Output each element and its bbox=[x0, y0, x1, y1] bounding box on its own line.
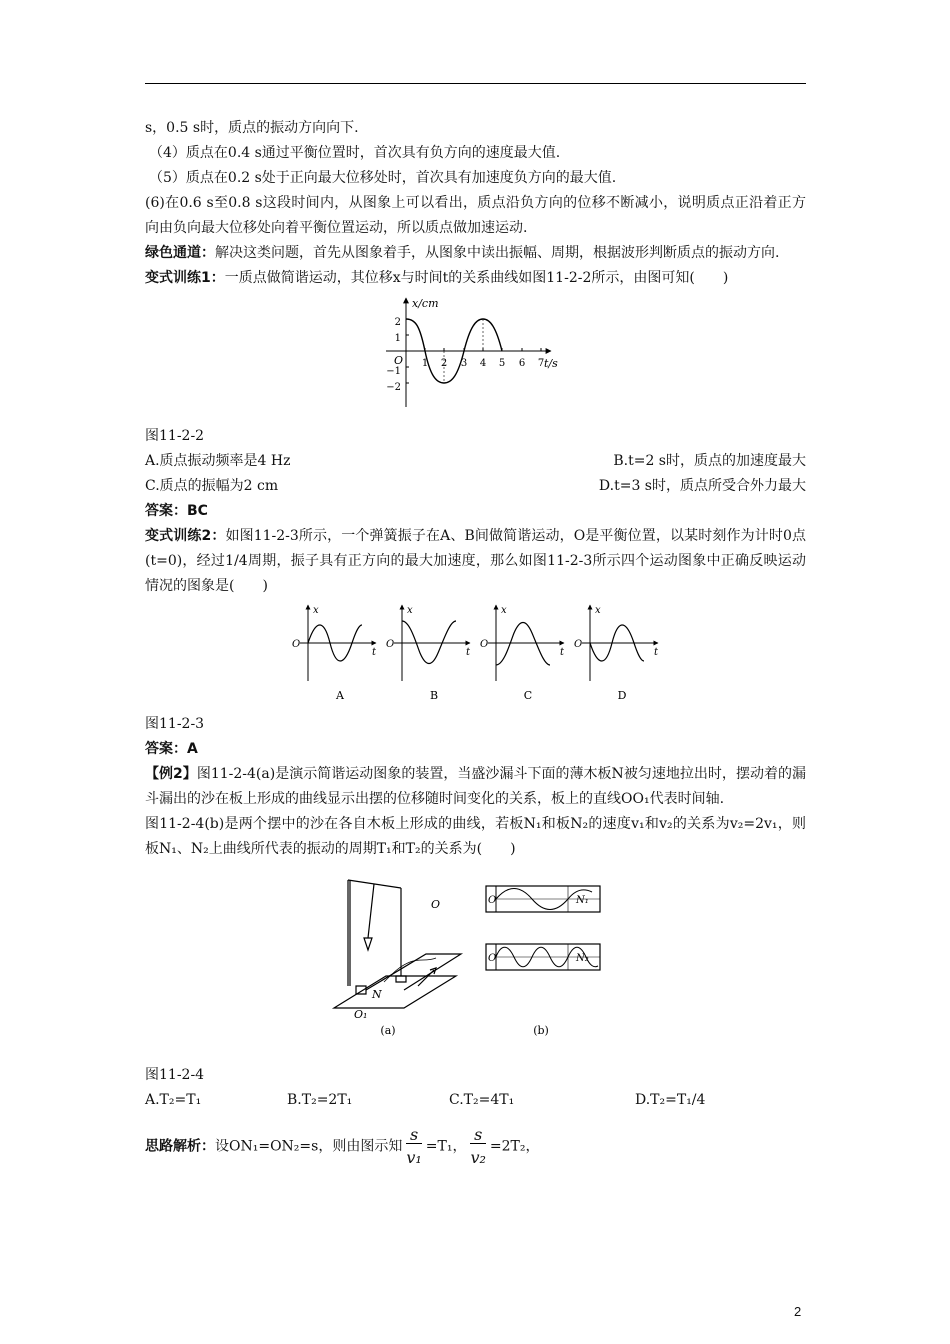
options-row bbox=[145, 449, 806, 474]
example2-question-cont: 图11-2-4(b)是两个摆中的沙在各自木板上形成的曲线，若板N₁和板N₂的速度v₁和v₂的关系为v₂=2v₁，则板N₁、N₂上曲线所代表的振动的周期T₁和T₂的关系为( ) bbox=[145, 816, 806, 857]
text-paragraph: (6)在0.6 s至0.8 s这段时间内，从图象上可以看出，质点沿负方向的位移不断减小，说明质点正沿着正方向由负向最大位移处向着平衡位置运动，所以质点做加速运动. bbox=[145, 195, 806, 236]
figure-11-2-4 bbox=[145, 866, 806, 1045]
options-row bbox=[145, 1088, 806, 1113]
svg-text:x: x bbox=[594, 605, 601, 616]
svg-text:t: t bbox=[465, 647, 470, 658]
svg-text:x: x bbox=[406, 605, 413, 616]
figure-caption: 图11-2-3 bbox=[145, 716, 205, 732]
option-d: D.t=3 s时，质点所受合外力最大 bbox=[598, 478, 806, 494]
solution-paragraph: 思路解析：设ON₁=ON₂=s，则由图示知 $\frac{s}{\text{v₁}}$ =T₁， $\frac{s}{\text{v₂}}$ =2T₂， bbox=[145, 1125, 540, 1167]
sub-caption-b: (b) bbox=[532, 1024, 549, 1036]
sand-pendulum-apparatus bbox=[326, 866, 626, 1036]
option-a: A.质点振动频率是4 Hz bbox=[145, 453, 291, 469]
text-line: s，0.5 s时，质点的振动方向向下. bbox=[145, 120, 359, 136]
exercise1-label: 变式训练1： bbox=[145, 270, 225, 286]
four-motion-graphs bbox=[286, 603, 666, 703]
panel-label: D bbox=[617, 689, 626, 702]
svg-text:O: O bbox=[291, 639, 300, 650]
label-n: N bbox=[371, 988, 382, 1001]
sub-caption-a: (a) bbox=[379, 1024, 396, 1036]
page-number: 2 bbox=[794, 1304, 802, 1319]
svg-text:x: x bbox=[500, 605, 507, 616]
exercise2-label: 变式训练2： bbox=[145, 528, 226, 544]
figure-11-2-3 bbox=[145, 603, 806, 712]
answer: 答案：BC bbox=[145, 503, 208, 519]
solution-text: 设ON₁=ON₂=s，则由图示知 bbox=[215, 1138, 403, 1155]
fraction-s-over-v1: $\frac{s}{\text{v₁}}$ bbox=[406, 1125, 422, 1167]
svg-text:O: O bbox=[487, 895, 496, 906]
graph-panel-b bbox=[386, 605, 471, 702]
graph-panel-a bbox=[292, 605, 377, 702]
y-tick-label: −1 bbox=[385, 366, 401, 377]
displacement-time-graph bbox=[376, 295, 576, 415]
figure-caption: 图11-2-4 bbox=[145, 1067, 205, 1083]
graph-panel-c bbox=[480, 605, 565, 702]
svg-text:N₁: N₁ bbox=[575, 895, 589, 906]
green-channel-label: 绿色通道： bbox=[145, 245, 215, 261]
label-o: O bbox=[430, 898, 440, 911]
board-n1 bbox=[486, 886, 600, 912]
exercise1-question bbox=[145, 266, 806, 291]
y-tick-label: 2 bbox=[394, 317, 401, 328]
example2-question bbox=[145, 762, 806, 812]
example2-text: 图11-2-4(a)是演示简谐运动图象的装置，当盛沙漏斗下面的薄木板N被匀速地拉出时，摆动着的漏斗漏出的沙在板上形成的曲线显示出摆的位移随时间变化的关系，板上的直线OO₁代表时间轴. bbox=[145, 766, 807, 807]
text-line: （4）质点在0.4 s通过平衡位置时，首次具有负方向的速度最大值. bbox=[149, 145, 561, 161]
answer: 答案：A bbox=[145, 741, 198, 757]
exercise2-question bbox=[145, 524, 806, 599]
exercise1-text: 一质点做简谐运动，其位移x与时间t的关系曲线如图11-2-2所示，由图可知( ) bbox=[224, 270, 729, 286]
figure-caption: 图11-2-2 bbox=[145, 428, 205, 444]
option-d: D.T₂=T₁/4 bbox=[635, 1092, 706, 1108]
y-tick-label: 1 bbox=[394, 333, 401, 344]
svg-text:N₂: N₂ bbox=[575, 953, 589, 964]
apparatus-a bbox=[334, 880, 461, 1008]
t-tick-label: 3 bbox=[460, 358, 467, 369]
options-row bbox=[145, 474, 806, 499]
panel-label: A bbox=[335, 689, 344, 702]
graph-panel-d bbox=[574, 605, 659, 702]
graph-origin: O bbox=[393, 354, 403, 367]
green-channel-paragraph bbox=[145, 241, 806, 266]
panel-label: B bbox=[429, 689, 438, 702]
t-tick-label: 4 bbox=[479, 358, 486, 369]
page-content bbox=[145, 116, 806, 1166]
svg-text:O: O bbox=[487, 953, 496, 964]
figure-11-2-2 bbox=[145, 295, 806, 424]
svg-text:x: x bbox=[312, 605, 319, 616]
green-channel-text: 解决这类问题，首先从图象着手，从图象中读出振幅、周期，根据波形判断质点的振动方向. bbox=[215, 245, 780, 261]
option-c: C.质点的振幅为2 cm bbox=[145, 478, 279, 494]
option-a: A.T₂=T₁ bbox=[145, 1092, 202, 1108]
svg-text:t: t bbox=[371, 647, 376, 658]
graph-xlabel: t/s bbox=[543, 357, 558, 370]
t-tick-label: 1 bbox=[421, 358, 428, 369]
option-b: B.t=2 s时，质点的加速度最大 bbox=[613, 453, 806, 469]
t-tick-label: 2 bbox=[440, 358, 447, 369]
t-tick-label: 6 bbox=[518, 358, 525, 369]
example2-label: 【例2】 bbox=[145, 766, 197, 782]
panel-label: C bbox=[523, 689, 532, 702]
exercise2-text: 如图11-2-3所示，一个弹簧振子在A、B间做简谐运动，O是平衡位置，以某时刻作为计时0点(t=0)，经过1/4周期，振子具有正方向的最大加速度，那么如图11-2-3所示四个运动图象中正确反映运动情况的图象是( ) bbox=[145, 528, 806, 594]
svg-text:O: O bbox=[573, 639, 582, 650]
svg-text:O: O bbox=[479, 639, 488, 650]
option-c: C.T₂=4T₁ bbox=[449, 1092, 515, 1108]
graph-ylabel: x/cm bbox=[411, 297, 439, 310]
header-rule bbox=[145, 83, 806, 84]
board-n2 bbox=[486, 944, 600, 970]
t-tick-label: 5 bbox=[498, 358, 505, 369]
option-b: B.T₂=2T₁ bbox=[287, 1092, 353, 1108]
t-tick-label: 7 bbox=[537, 358, 544, 369]
fraction-s-over-v2: $\frac{s}{\text{v₂}}$ bbox=[470, 1125, 486, 1167]
svg-text:t: t bbox=[559, 647, 564, 658]
text-line: （5）质点在0.2 s处于正向最大位移处时，首次具有加速度负方向的最大值. bbox=[149, 170, 617, 186]
svg-text:O: O bbox=[385, 639, 394, 650]
label-o1: O₁ bbox=[353, 1008, 367, 1021]
y-tick-label: −2 bbox=[385, 382, 401, 393]
solution-label: 思路解析： bbox=[145, 1138, 215, 1155]
svg-text:t: t bbox=[653, 647, 658, 658]
